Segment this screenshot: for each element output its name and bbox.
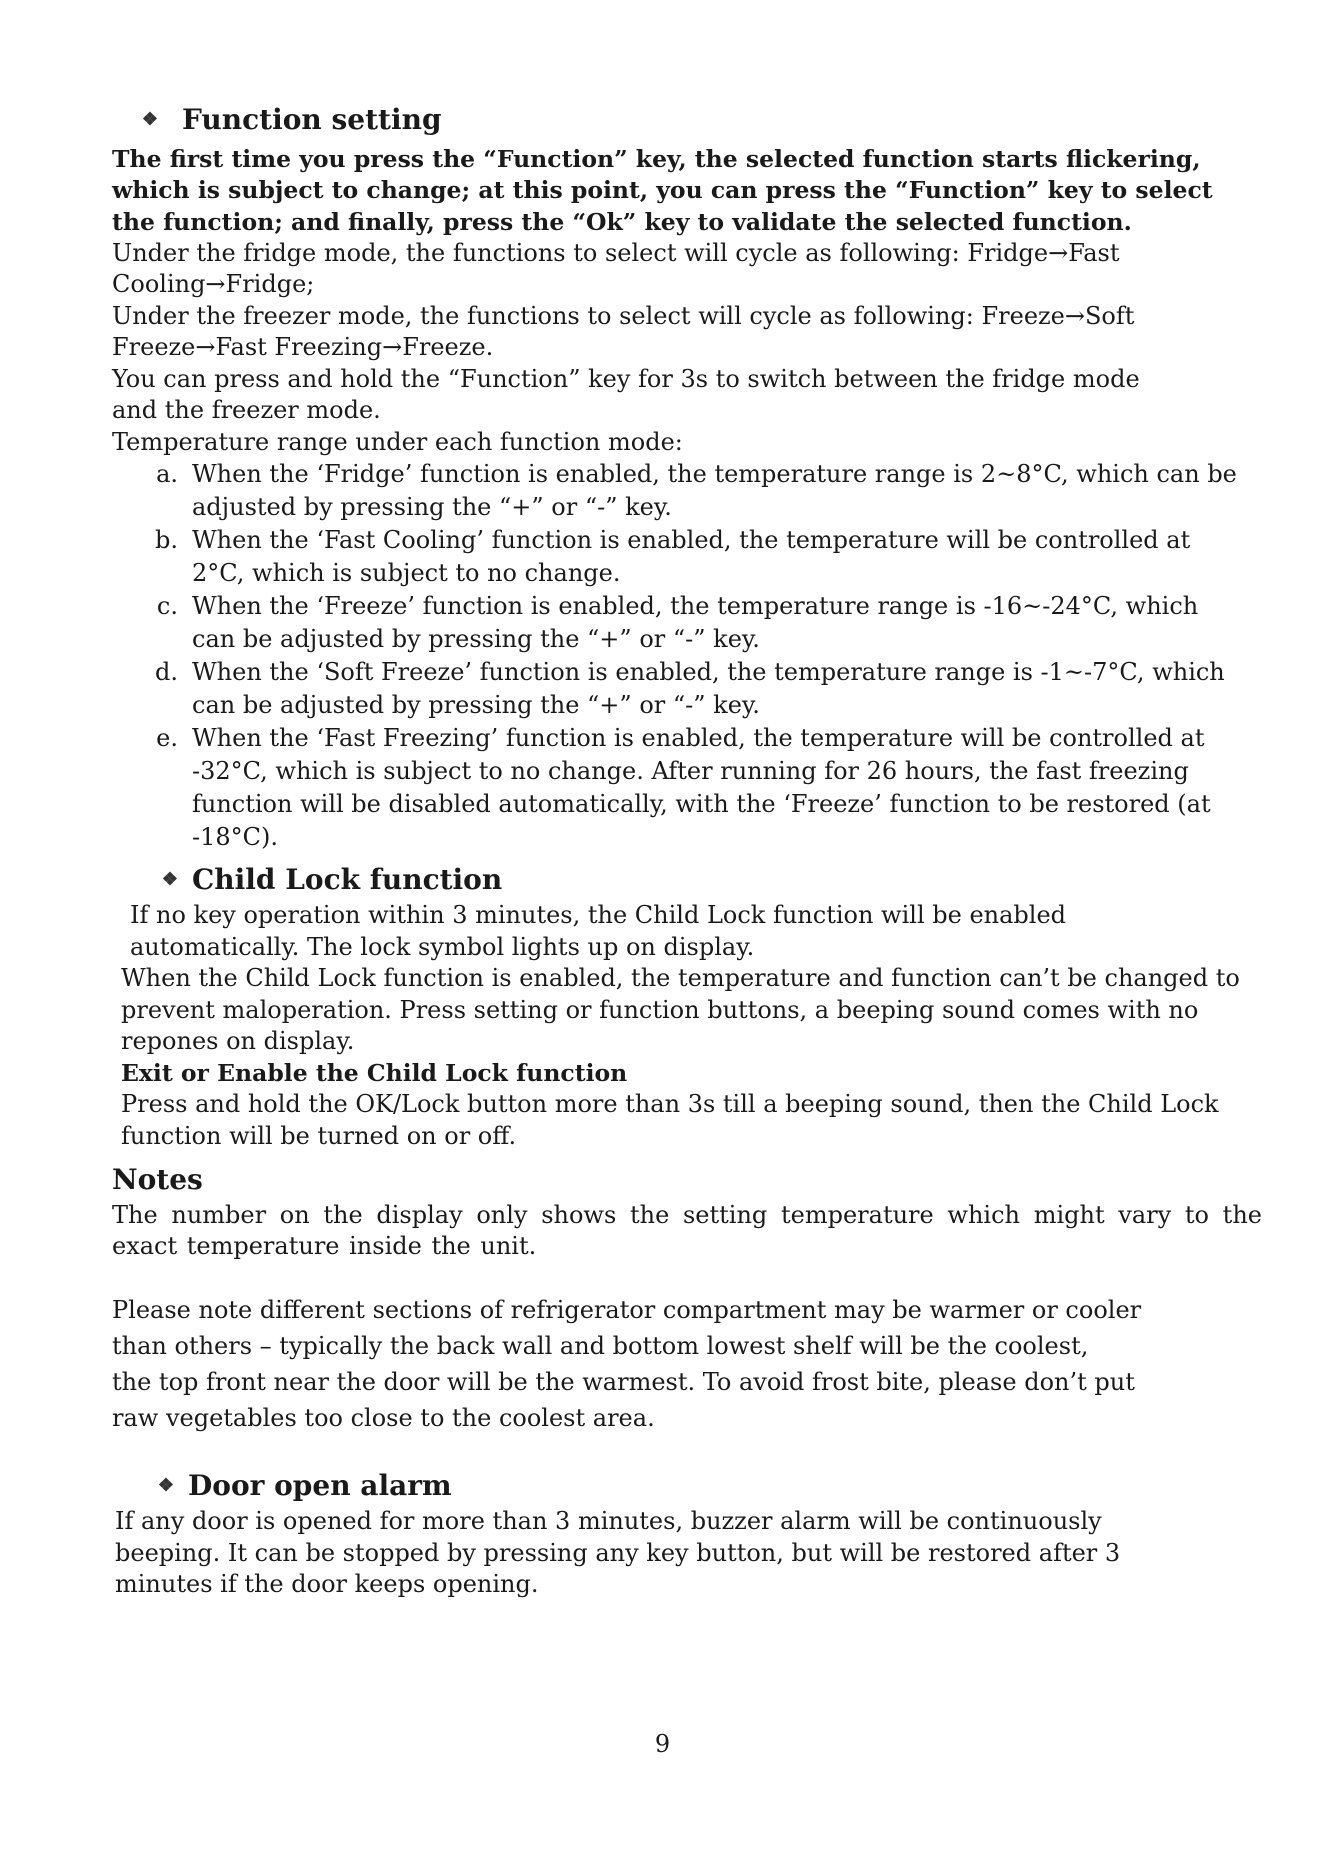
notes-compartment-line-1: Please note different sections of refrigerator compartment may be warmer or cooler <box>112 1296 1142 1325</box>
freezer-cycle-line-1: Under the freezer mode, the functions to select will cycle as following: Freeze→Soft <box>112 301 1135 330</box>
door-alarm-line-3: minutes if the door keeps opening. <box>115 1570 539 1599</box>
notes-compartment-line-4: raw vegetables too close to the coolest area. <box>112 1404 655 1433</box>
diamond-bullet-icon: ❖ <box>157 1475 175 1497</box>
notes-compartment-line-2: than others – typically the back wall and bottom lowest shelf will be the coolest, <box>112 1332 1089 1361</box>
list-marker: c. <box>156 592 178 621</box>
function-setting-heading <box>140 100 1262 140</box>
function-setting-title: Function setting <box>182 103 442 136</box>
list-item <box>112 590 1242 656</box>
hold-function-line-2: and the freezer mode. <box>112 396 381 425</box>
diamond-bullet-icon: ❖ <box>161 869 179 891</box>
list-item-text: When the ‘Soft Freeze’ function is enabled, the temperature range is -1~-7°C, which can be adjusted by pressing the “+” or “-” key. <box>192 658 1225 720</box>
notes-display-text: The number on the display only shows the setting temperature which might vary to the exact temperature inside the unit. <box>112 1201 1262 1261</box>
list-item <box>112 722 1242 854</box>
list-marker: b. <box>155 526 178 555</box>
door-alarm-line-2: beeping. It can be stopped by pressing any key button, but will be restored after 3 <box>115 1538 1121 1567</box>
notes-compartment-line-3: the top front near the door will be the warmest. To avoid frost bite, please don’t put <box>112 1368 1135 1397</box>
child-lock-toggle-text: Press and hold the OK/Lock button more than 3s till a beeping sound, then the Child Lock function will be turned on or off. <box>121 1090 1219 1150</box>
list-item-text: When the ‘Fast Cooling’ function is enabled, the temperature will be controlled at 2°C, which is subject to no change. <box>192 526 1191 588</box>
door-alarm-heading <box>156 1466 1262 1506</box>
list-item <box>112 656 1242 722</box>
child-lock-subheading: Exit or Enable the Child Lock function <box>121 1058 628 1087</box>
list-item-text: When the ‘Fridge’ function is enabled, the temperature range is 2~8°C, which can be adjusted by pressing the “+” or “-” key. <box>192 460 1237 522</box>
door-alarm-line-1: If any door is opened for more than 3 minutes, buzzer alarm will be continuously <box>115 1507 1102 1536</box>
list-marker: e. <box>156 724 178 753</box>
list-item <box>112 458 1242 524</box>
temperature-range-list <box>112 458 1242 854</box>
hold-function-line-1: You can press and hold the “Function” key for 3s to switch between the fridge mode <box>112 364 1140 393</box>
notes-heading: Notes <box>112 1163 203 1197</box>
fridge-cycle-line-1: Under the fridge mode, the functions to select will cycle as following: Fridge→Fast <box>112 238 1120 267</box>
list-item <box>112 524 1242 590</box>
function-setting-intro: The first time you press the “Function” key, the selected function starts flickering, which is subject to change; at this point, you can press the “Function” key to select the function; and finally, press the “Ok” key to validate the selected function. <box>112 145 1213 236</box>
manual-page <box>112 100 1262 1601</box>
list-item-text: When the ‘Fast Freezing’ function is enabled, the temperature will be controlled at -32°C, which is subject to no change. After running for 26 hours, the fast freezing function will be disabled automatically, with the ‘Freeze’ function to be restored (at -18°C). <box>192 724 1211 852</box>
list-item-text: When the ‘Freeze’ function is enabled, the temperature range is -16~-24°C, which can be adjusted by pressing the “+” or “-” key. <box>192 592 1199 654</box>
child-lock-title: Child Lock function <box>192 863 503 897</box>
door-alarm-title: Door open alarm <box>188 1469 452 1503</box>
page-number: 9 <box>654 1730 671 1758</box>
child-lock-heading <box>160 860 1262 900</box>
child-lock-enabled-text: When the Child Lock function is enabled, the temperature and function can’t be changed to prevent maloperation. Press setting or function buttons, a beeping sound comes with no repones on display. <box>121 964 1240 1056</box>
child-lock-auto-text: If no key operation within 3 minutes, the Child Lock function will be enabled automatically. The lock symbol lights up on display. <box>130 901 1067 961</box>
diamond-bullet-icon: ❖ <box>141 109 159 130</box>
fridge-cycle-line-2: Cooling→Fridge; <box>112 270 315 299</box>
list-marker: a. <box>156 460 178 489</box>
freezer-cycle-line-2: Freeze→Fast Freezing→Freeze. <box>112 333 494 362</box>
temperature-range-intro: Temperature range under each function mode: <box>112 427 683 456</box>
list-marker: d. <box>155 658 178 687</box>
